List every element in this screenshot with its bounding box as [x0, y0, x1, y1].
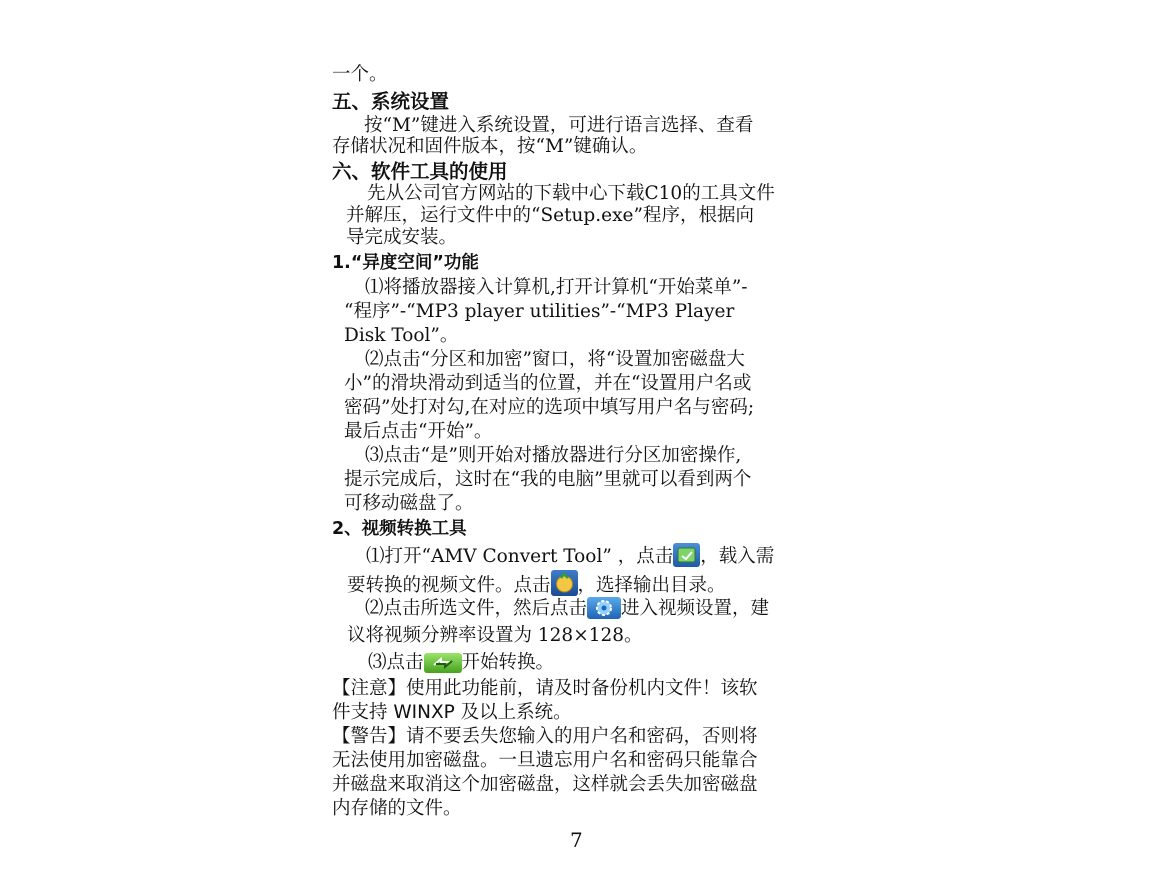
sub2-step2-text-a: ⑵点击所选文件，然后点击 — [365, 598, 588, 619]
sub1-step1-line-2: “程序”-“MP3 player utilities”-“MP3 Player — [344, 301, 735, 322]
sub1-step3-line-1: ⑶点击“是”则开始对播放器进行分区加密操作, — [365, 445, 742, 466]
section-6-title: 六、软件工具的使用 — [332, 160, 508, 183]
sub1-step2-line-1: ⑵点击“分区和加密”窗口，将“设置加密磁盘大 — [365, 349, 745, 370]
sub1-step3-line-2: 提示完成后，这时在“我的电脑”里就可以看到两个 — [344, 469, 752, 490]
section-6-line-2: 并解压，运行文件中的“Setup.exe”程序，根据向 — [346, 205, 754, 226]
sub2-step1-text-b: ，载入需 — [700, 546, 775, 567]
sub1-step1-line-1: ⑴将播放器接入计算机,打开计算机“开始菜单”- — [365, 277, 748, 298]
page-top-fragment: 一个。 — [332, 64, 388, 85]
sub2-step1-line-1 — [366, 543, 774, 569]
section-5-line-1: 按“M”键进入系统设置，可进行语言选择、查看 — [364, 115, 754, 136]
sub2-step2-text-b: 进入视频设置，建 — [621, 598, 770, 619]
sub1-step2-line-3: 密码”处打对勾,在对应的选项中填写用户名与密码; — [344, 397, 755, 418]
notice-line-1: 【注意】使用此功能前，请及时备份机内文件！该软 — [332, 678, 758, 699]
sub2-step2-line-1 — [365, 597, 769, 621]
warning-line-2: 无法使用加密磁盘。一旦遗忘用户名和密码只能靠合 — [332, 750, 758, 771]
sub1-step2-line-4: 最后点击“开始”。 — [344, 421, 493, 442]
sub1-step3-line-3: 可移动磁盘了。 — [344, 493, 474, 514]
sub2-step3-text-b: 开始转换。 — [461, 652, 555, 673]
page-number: 7 — [570, 828, 583, 852]
sub2-step1-line-2 — [347, 570, 726, 598]
warning-line-3: 并磁盘来取消这个加密磁盘，这样就会丢失加密磁盘 — [332, 774, 758, 795]
output-folder-icon — [551, 570, 578, 596]
sub2-step1-text-c: 要转换的视频文件。点击 — [347, 575, 551, 596]
video-settings-icon — [587, 597, 621, 619]
section-6-line-3: 导完成安装。 — [346, 227, 458, 248]
sub2-step1-text-a: ⑴打开“AMV Convert Tool” ，点击 — [366, 546, 674, 567]
notice-line-2: 件支持 WINXP 及以上系统。 — [332, 702, 572, 723]
subsection-1-title: 1.“异度空间”功能 — [332, 253, 479, 273]
sub1-step2-line-2: 小”的滑块滑动到适当的位置，并在“设置用户名或 — [344, 373, 752, 394]
sub2-step3-line-1 — [368, 651, 554, 675]
sub2-step3-text-a: ⑶点击 — [368, 652, 424, 673]
convert-arrows-icon — [424, 653, 462, 673]
sub2-step2-line-2: 议将视频分辨率设置为 128×128。 — [347, 625, 643, 646]
subsection-2-title: 2、视频转换工具 — [332, 519, 467, 539]
section-6-line-1: 先从公司官方网站的下载中心下载C10的工具文件 — [367, 183, 775, 204]
sub2-step1-text-d: ，选择输出目录。 — [577, 575, 726, 596]
section-5-line-2: 存储状况和固件版本，按“M”键确认。 — [332, 136, 648, 157]
section-5-title: 五、系统设置 — [332, 90, 450, 113]
load-file-icon — [673, 543, 700, 567]
warning-line-4: 内存储的文件。 — [332, 798, 462, 819]
sub1-step1-line-3: Disk Tool”。 — [344, 325, 459, 346]
warning-line-1: 【警告】请不要丢失您输入的用户名和密码，否则将 — [332, 726, 758, 747]
